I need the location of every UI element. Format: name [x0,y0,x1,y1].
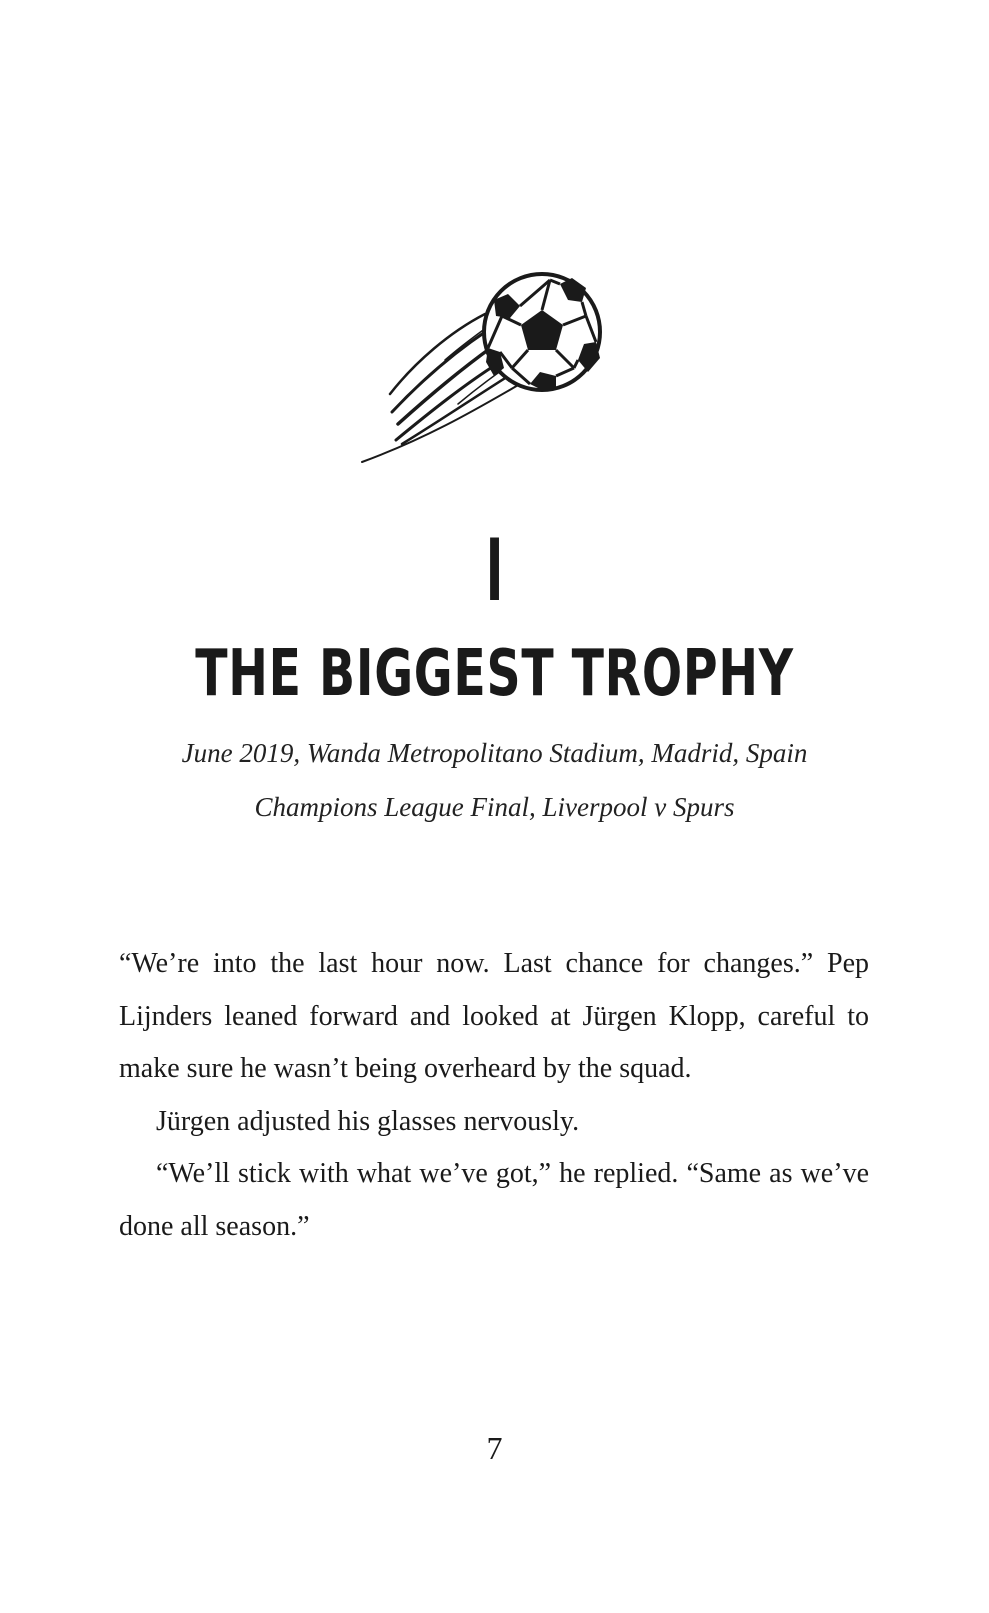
chapter-title: THE BIGGEST TROPHY [195,637,794,711]
soccer-ball-icon [484,274,600,390]
page-number: 7 [486,1430,503,1466]
soccer-ball-graphic [360,272,610,467]
chapter-subtitle-location: June 2019, Wanda Metropolitano Stadium, Madrid, Spain [181,738,808,768]
body-paragraph: “We’re into the last hour now. Last chance for changes.” Pep Lijnders leaned forward and looked at Jürgen Klopp, careful to make sure he wasn’t being overheard by the squad. [119,948,869,1084]
chapter-number: I [485,521,504,621]
body-paragraph: “We’ll stick with what we’ve got,” he replied. “Same as we’ve done all season.” [119,1158,869,1242]
body-text [119,938,869,1253]
chapter-subtitle-match: Champions League Final, Liverpool v Spurs [254,792,735,822]
body-paragraph: Jürgen adjusted his glasses nervously. [156,1105,580,1137]
